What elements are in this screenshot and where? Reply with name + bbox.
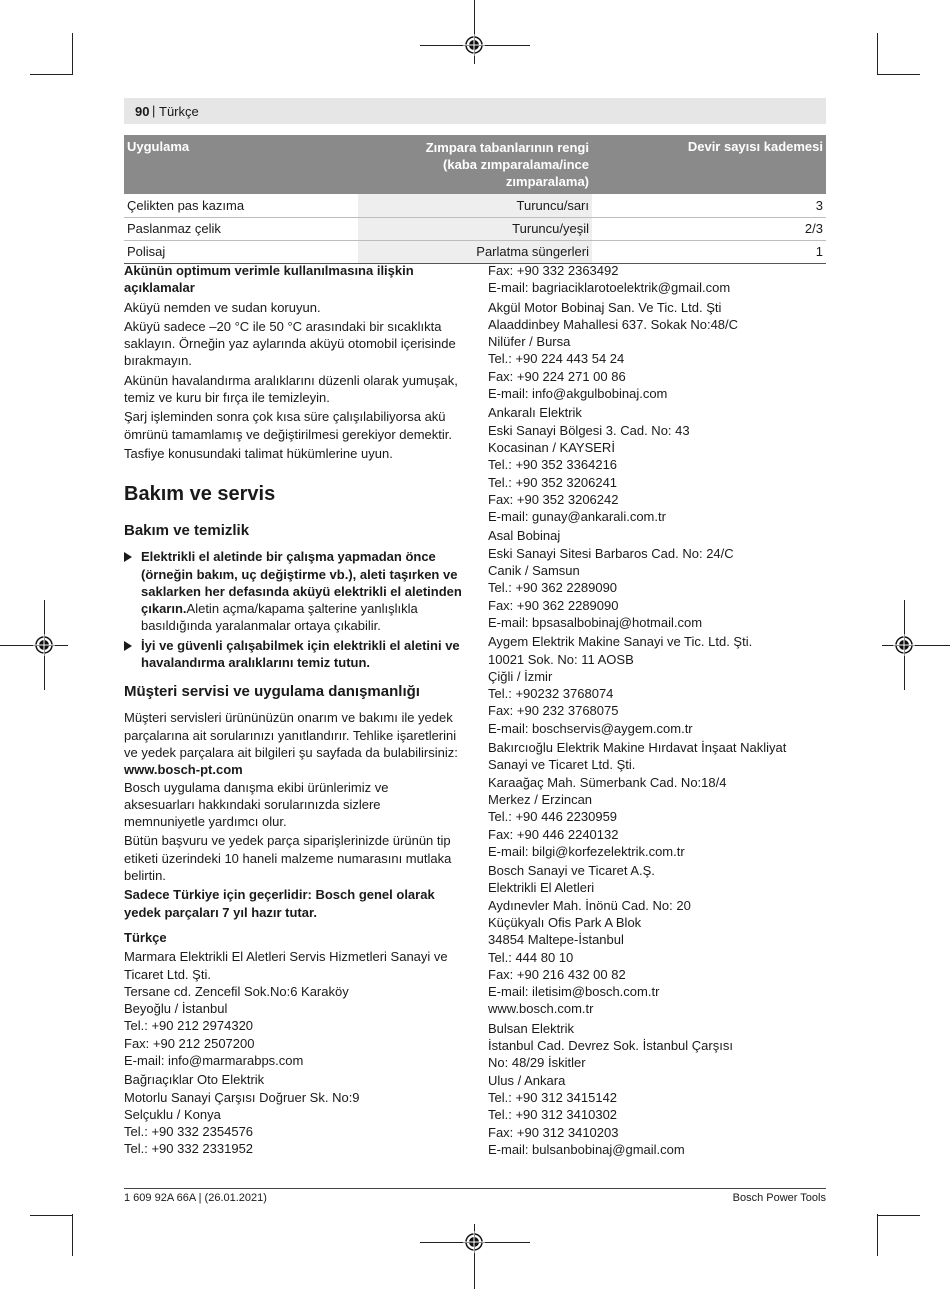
battery-paragraph: Aküyü nemden ve sudan koruyun. (124, 299, 321, 315)
contact-line: Kocasinan / KAYSERİ (488, 439, 615, 455)
contact-line: Ankaralı Elektrik (488, 405, 582, 421)
table-cell: Çelikten pas kazıma (124, 194, 358, 217)
battery-paragraph: Aküyü sadece –20 °C ile 50 °C arasındaki bir sıcaklıkta saklayın. Örneğin yaz aylarında aküyü otomobil içerisinde bırakmayın. (124, 318, 456, 369)
contact-email: E-mail: gunay@ankarali.com.tr (488, 509, 666, 525)
table-cell: Paslanmaz çelik (124, 217, 358, 240)
contact-block (488, 633, 826, 737)
contact-line: Fax: +90 224 271 00 86 (488, 368, 626, 384)
safety-bullet (124, 548, 462, 634)
contact-line: Fax: +90 232 3768075 (488, 703, 619, 719)
contact-block (488, 404, 826, 525)
contact-line: Karaağaç Mah. Sümerbank Cad. No:18/4 (488, 774, 727, 790)
contact-line: Beyoğlu / İstanbul (124, 1001, 228, 1017)
contact-line: Fax: +90 446 2240132 (488, 826, 619, 842)
contact-line: Selçuklu / Konya (124, 1106, 221, 1122)
table-cell: Parlatma süngerleri (358, 240, 592, 263)
table-cell: 2/3 (592, 217, 826, 240)
contact-block (124, 1071, 462, 1157)
bullet-bold-text: İyi ve güvenli çalışabilmek için elektrikli el aletini ve havalandırma aralıklarını temiz tutun. (141, 637, 460, 671)
contact-line: Tel.: +90232 3768074 (488, 686, 614, 702)
contact-line: Alaaddinbey Mahallesi 637. Sokak No:48/C (488, 316, 739, 332)
registration-mark-icon (463, 1231, 485, 1253)
customer-service-heading: Müşteri servisi ve uygulama danışmanlığı (124, 683, 420, 701)
contact-block (488, 862, 826, 1018)
contact-line: Fax: +90 216 432 00 82 (488, 966, 626, 982)
crop-mark (72, 1214, 73, 1256)
registration-mark-icon (463, 34, 485, 56)
customer-bold-note: Sadece Türkiye için geçerlidir: Bosch genel olarak yedek parçaları 7 yıl hazır tutar. (124, 887, 435, 920)
table-header-color-line1: Zımpara tabanlarının rengi (425, 140, 589, 155)
page-number: 90 (135, 104, 150, 119)
table-row (124, 217, 826, 240)
contact-line: Akgül Motor Bobinaj San. Ve Tic. Ltd. Şti (488, 299, 722, 315)
contact-website: www.bosch.com.tr (488, 1001, 594, 1017)
table-header-color-line2: (kaba zımparalama/ince zımparalama) (443, 157, 589, 189)
crop-mark (877, 33, 878, 75)
registration-mark-icon (893, 634, 915, 656)
contact-email: E-mail: boschservis@aygem.com.tr (488, 720, 693, 736)
contact-block (488, 262, 826, 297)
contact-line: Küçükyalı Ofis Park A Blok (488, 914, 642, 930)
right-column (488, 262, 826, 1160)
bullet-text: Aletin açma/kapama şalterine yanlışlıkla basıldığında yaralanmalar ortaya çıkabilir. (141, 601, 418, 634)
contact-line: Tel.: +90 332 2331952 (124, 1141, 254, 1157)
contact-email: E-mail: bulsanbobinaj@gmail.com (488, 1141, 685, 1157)
battery-paragraph: Akünün havalandırma aralıklarını düzenli olarak yumuşak, temiz ve kuru bir fırça ile temizleyin. (124, 372, 458, 406)
table-cell: 3 (592, 194, 826, 217)
contact-block (488, 1020, 826, 1158)
header-language: Türkçe (159, 104, 199, 119)
contact-line: No: 48/29 İskitler (488, 1055, 586, 1071)
contact-line: Tel.: +90 312 3410302 (488, 1107, 618, 1123)
contact-email: E-mail: info@akgulbobinaj.com (488, 386, 668, 402)
table-cell: Polisaj (124, 240, 358, 263)
table-cell: 1 (592, 240, 826, 263)
contact-line: Bulsan Elektrik (488, 1020, 574, 1036)
table-header-speed: Devir sayısı kademesi (592, 135, 826, 194)
header-separator: | (152, 103, 156, 118)
contact-line: Tel.: +90 446 2230959 (488, 809, 618, 825)
contact-line: Merkez / Erzincan (488, 791, 593, 807)
table-cell: Turuncu/sarı (358, 194, 592, 217)
table-cell: Turuncu/yeşil (358, 217, 592, 240)
contact-line: Tel.: +90 332 2354576 (124, 1124, 254, 1140)
contact-email: E-mail: info@marmarabps.com (124, 1052, 304, 1068)
contact-email: E-mail: bpsasalbobinaj@hotmail.com (488, 614, 703, 630)
contact-line: Tel.: 444 80 10 (488, 949, 574, 965)
contact-line: Motorlu Sanayi Çarşısı Doğruer Sk. No:9 (124, 1089, 360, 1105)
footer-brand: Bosch Power Tools (732, 1192, 826, 1204)
safety-bullet (124, 637, 462, 672)
customer-paragraph (124, 709, 462, 830)
contact-line: Eski Sanayi Sitesi Barbaros Cad. No: 24/C (488, 545, 734, 561)
contact-line: Fax: +90 362 2289090 (488, 597, 619, 613)
contact-line: Marmara Elektrikli El Aletleri Servis Hizmetleri Sanayi ve Ticaret Ltd. Şti. (124, 949, 448, 982)
country-heading: Türkçe (124, 929, 167, 945)
contact-line: Tel.: +90 352 3206241 (488, 474, 618, 490)
application-table (124, 135, 826, 264)
contact-line: Aydınevler Mah. İnönü Cad. No: 20 (488, 897, 691, 913)
contact-line: Tel.: +90 352 3364216 (488, 457, 618, 473)
contact-line: Nilüfer / Bursa (488, 334, 571, 350)
contact-line: Fax: +90 332 2363492 (488, 263, 619, 278)
footer-document-id: 1 609 92A 66A | (26.01.2021) (124, 1192, 267, 1204)
contact-line: Asal Bobinaj (488, 528, 561, 544)
customer-text: Bosch uygulama danışma ekibi ürünlerimiz ve aksesuarları hakkındaki sorularınızda sizlere memnuniyetle yardımcı olur. (124, 779, 389, 830)
contact-line: Fax: +90 312 3410203 (488, 1124, 619, 1140)
left-column (124, 262, 462, 1160)
page-header (124, 98, 826, 124)
contact-block (488, 299, 826, 403)
contact-line: 10021 Sok. No: 11 AOSB (488, 651, 634, 667)
battery-paragraph: Şarj işleminden sonra çok kısa süre çalışılabiliyorsa akü ömrünü tamamlamış ve değiştirilmesi gerekiyor demektir. (124, 409, 452, 442)
contact-line: Canik / Samsun (488, 563, 580, 579)
table-header-application: Uygulama (124, 135, 358, 194)
contact-block (488, 739, 826, 860)
contact-email: E-mail: bagriaciklarotoelektrik@gmail.com (488, 280, 731, 296)
crop-mark (878, 1215, 920, 1216)
battery-heading: Akünün optimum verimle kullanılmasına ilişkin açıklamalar (124, 263, 414, 296)
crop-mark (30, 1215, 72, 1216)
footer-divider (124, 1188, 826, 1189)
section-title-service: Bakım ve servis (124, 483, 276, 506)
bullet-arrow-icon (124, 552, 132, 562)
contact-email: E-mail: iletisim@bosch.com.tr (488, 984, 660, 1000)
contact-line: Fax: +90 352 3206242 (488, 491, 619, 507)
contact-block (488, 527, 826, 631)
contact-block (124, 948, 462, 1069)
contact-line: Tel.: +90 312 3415142 (488, 1089, 618, 1105)
contact-line: Bağrıaçıklar Oto Elektrik (124, 1072, 265, 1088)
bullet-arrow-icon (124, 641, 132, 651)
crop-mark (877, 1214, 878, 1256)
contact-line: Eski Sanayi Bölgesi 3. Cad. No: 43 (488, 422, 690, 438)
contact-line: İstanbul Cad. Devrez Sok. İstanbul Çarşısı (488, 1038, 733, 1054)
table-header-color (358, 135, 592, 194)
battery-paragraph: Tasfiye konusundaki talimat hükümlerine uyun. (124, 445, 393, 461)
table-row (124, 194, 826, 217)
contact-line: Elektrikli El Aletleri (488, 880, 595, 896)
crop-mark (878, 74, 920, 75)
contact-line: Aygem Elektrik Makine Sanayi ve Tic. Ltd. Şti. (488, 634, 753, 650)
contact-line: Fax: +90 212 2507200 (124, 1035, 255, 1051)
contact-line: Ulus / Ankara (488, 1072, 566, 1088)
contact-line: Tel.: +90 362 2289090 (488, 580, 618, 596)
crop-mark (72, 33, 73, 75)
customer-url-link[interactable]: www.bosch-pt.com (124, 762, 243, 778)
customer-text: Müşteri servisleri ürününüzün onarım ve bakımı ile yedek parçalarına ait sorularınızı yanıtlandırır. Tehlike işaretlerini ve yedek parçalara ait bilgileri şu sayfada da bulabilirsiniz: (124, 710, 458, 760)
contact-line: Bosch Sanayi ve Ticaret A.Ş. (488, 863, 655, 879)
registration-mark-icon (33, 634, 55, 656)
customer-paragraph: Bütün başvuru ve yedek parça siparişlerinizde ürünün tip etiketi üzerindeki 10 haneli malzeme numarasını mutlaka belirtin. (124, 833, 452, 884)
table-row (124, 240, 826, 263)
table-header-row (124, 135, 826, 194)
contact-line: Çiğli / İzmir (488, 668, 553, 684)
contact-line: Tersane cd. Zencefil Sok.No:6 Karaköy (124, 983, 349, 999)
bullet-bold-text: Elektrikli el aletinde bir çalışma yapmadan önce (örneğin bakım, uç değiştirme vb.), aleti taşırken ve saklarken her defasında aküyü elektrikli el aletinden çıkarın. (141, 549, 462, 617)
contact-line: Bakırcıoğlu Elektrik Makine Hırdavat İnşaat Nakliyat Sanayi ve Ticaret Ltd. Şti. (488, 740, 787, 773)
contact-line: Tel.: +90 224 443 54 24 (488, 351, 625, 367)
crop-mark (30, 74, 72, 75)
contact-email: E-mail: bilgi@korfezelektrik.com.tr (488, 843, 685, 859)
contact-line: 34854 Maltepe-İstanbul (488, 932, 624, 948)
contact-line: Tel.: +90 212 2974320 (124, 1018, 254, 1034)
care-heading: Bakım ve temizlik (124, 522, 250, 540)
